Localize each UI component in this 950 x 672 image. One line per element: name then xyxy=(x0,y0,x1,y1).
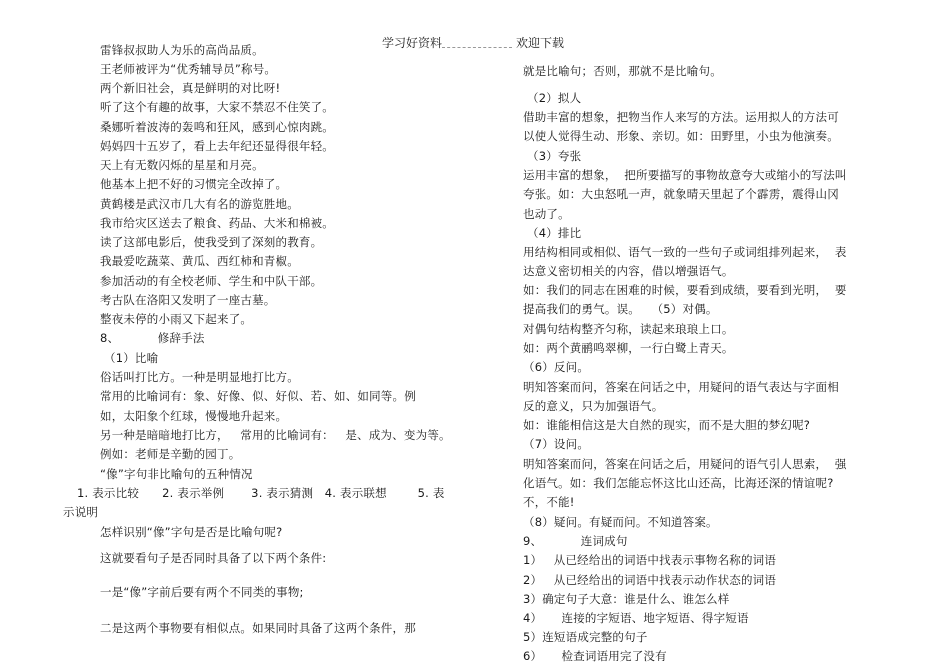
left-line-6: 妈妈四十五岁了，看上去年纪还显得很年轻。 xyxy=(100,139,334,153)
left-line-21: 另一种是暗暗地打比方， 常用的比喻词有： 是、成为、变为等。 xyxy=(100,428,451,442)
left-line-17: （1）比喻 xyxy=(104,351,159,365)
right-line-12: 如：我们的同志在困难的时候，要看到成绩，要看到光明， 要 xyxy=(523,283,847,297)
right-line-18: 反的意义，只为加强语气。 xyxy=(523,399,664,413)
right-line-9: （4）排比 xyxy=(527,226,582,240)
right-line-31: 6） 检查词语用完了没有 xyxy=(523,649,667,663)
right-line-22: 化语气。如：我们怎能忘怀这比山还高，比海还深的情谊呢? xyxy=(523,476,834,490)
right-line-7: 夸张。如：大虫怒吼一声，就象晴天里起了个霹雳，震得山冈 xyxy=(523,187,839,201)
right-line-8: 也动了。 xyxy=(523,207,570,221)
right-line-26: 1） 从已经给出的词语中找表示事物名称的词语 xyxy=(523,553,777,567)
left-line-16: 8、 修辞手法 xyxy=(100,331,205,345)
header-left-text: 学习好资料 xyxy=(382,36,443,50)
left-line-19: 常用的比喻词有：象、好像、似、好似、若、如、如同等。例 xyxy=(100,389,416,403)
left-line-2: 王老师被评为“优秀辅导员”称号。 xyxy=(100,62,277,76)
right-line-4: 以使人觉得生动、形象、亲切。如：田野里，小虫为他演奏。 xyxy=(523,129,839,143)
left-line-20: 如，太阳象个红球，慢慢地升起来。 xyxy=(100,409,288,423)
left-line-12: 我最爱吃蔬菜、黄瓜、西红柿和青椒。 xyxy=(100,254,299,268)
right-line-20: （7）设问。 xyxy=(523,437,590,451)
right-line-16: （6）反问。 xyxy=(523,360,590,374)
right-line-30: 5）连短语成完整的句子 xyxy=(523,630,648,644)
right-line-27: 2） 从已经给出的词语中找表示动作状态的词语 xyxy=(523,573,777,587)
right-line-28: 3）确定句子大意：谁是什么、谁怎么样 xyxy=(523,592,730,606)
right-line-29: 4） 连接的字短语、地字短语、得字短语 xyxy=(523,611,749,625)
right-line-19: 如：谁能相信这是大自然的现实，而不是大胆的梦幻呢? xyxy=(523,418,811,432)
right-line-5: （3）夸张 xyxy=(527,149,582,163)
right-line-17: 明知答案而问，答案在问话之中，用疑问的语气表达与字面相 xyxy=(523,380,839,394)
right-line-3: 借助丰富的想象，把物当作人来写的方法。运用拟人的方法可 xyxy=(523,110,839,124)
right-line-13: 提高我们的勇气。误。 （5）对偶。 xyxy=(523,302,718,316)
right-line-21: 明知答案而问，答案在问话之后，用疑问的语气引人思索， 强 xyxy=(523,457,847,471)
right-line-10: 用结构相同或相似、语气一致的一些句子或词组排列起来， 表 xyxy=(523,245,847,259)
right-line-15: 如：两个黄鹂鸣翠柳，一行白鹭上青天。 xyxy=(523,341,734,355)
right-line-6: 运用丰富的想象， 把所要描写的事物故意夸大或缩小的写法叫 xyxy=(523,168,847,182)
left-line-28: 一是“像”字前后要有两个不同类的事物; xyxy=(100,585,304,599)
left-line-5: 桑娜听着波涛的轰鸣和狂风，感到心惊肉跳。 xyxy=(100,120,334,134)
left-line-11: 读了这部电影后，使我受到了深刻的教育。 xyxy=(100,235,323,249)
left-line-10: 我市给灾区送去了粮食、药品、大米和棉被。 xyxy=(100,216,334,230)
left-line-22: 例如：老师是辛勤的园丁。 xyxy=(100,447,241,461)
left-line-24: 1. 表示比较 2. 表示举例 3. 表示猜测 4. 表示联想 5. 表 xyxy=(77,486,445,500)
right-line-2: （2）拟人 xyxy=(527,91,582,105)
left-line-4: 听了这个有趣的故事，大家不禁忍不住笑了。 xyxy=(100,100,334,114)
left-line-14: 考古队在洛阳又发明了一座古墓。 xyxy=(100,293,276,307)
left-line-29: 二是这两个事物要有相似点。如果同时具备了这两个条件，那 xyxy=(100,621,416,635)
left-line-25: 示说明 xyxy=(63,505,99,519)
left-line-9: 黄鹤楼是武汉市几大有名的游览胜地。 xyxy=(100,197,299,211)
left-line-7: 天上有无数闪烁的星星和月亮。 xyxy=(100,158,264,172)
header-right-text: 欢迎下载 xyxy=(516,36,565,50)
left-line-18: 俗话叫打比方。一种是明显地打比方。 xyxy=(100,370,299,384)
right-line-23: 不，不能! xyxy=(523,495,575,509)
left-line-8: 他基本上把不好的习惯完全改掉了。 xyxy=(100,177,288,191)
right-line-25: 9、 连词成句 xyxy=(523,534,628,548)
right-line-1: 就是比喻句；否则，那就不是比喻句。 xyxy=(523,64,722,78)
left-line-3: 两个新旧社会，真是鲜明的对比呀! xyxy=(100,81,281,95)
left-line-26: 怎样识别“像”字句是否是比喻句呢? xyxy=(100,525,283,539)
left-line-13: 参加活动的有全校老师、学生和中队干部。 xyxy=(100,274,323,288)
left-line-23: “像”字句非比喻句的五种情况 xyxy=(100,467,253,481)
left-line-15: 整夜未停的小雨又下起来了。 xyxy=(100,312,253,326)
right-line-14: 对偶句结构整齐匀称，读起来琅琅上口。 xyxy=(523,322,734,336)
left-line-27: 这就要看句子是否同时具备了以下两个条件: xyxy=(100,551,327,565)
right-line-24: （8）疑问。有疑而问。不知道答案。 xyxy=(523,515,718,529)
right-line-11: 达意义密切相关的内容，借以增强语气。 xyxy=(523,264,734,278)
left-line-1: 雷锋叔叔助人为乐的高尚品质。 xyxy=(100,43,264,57)
